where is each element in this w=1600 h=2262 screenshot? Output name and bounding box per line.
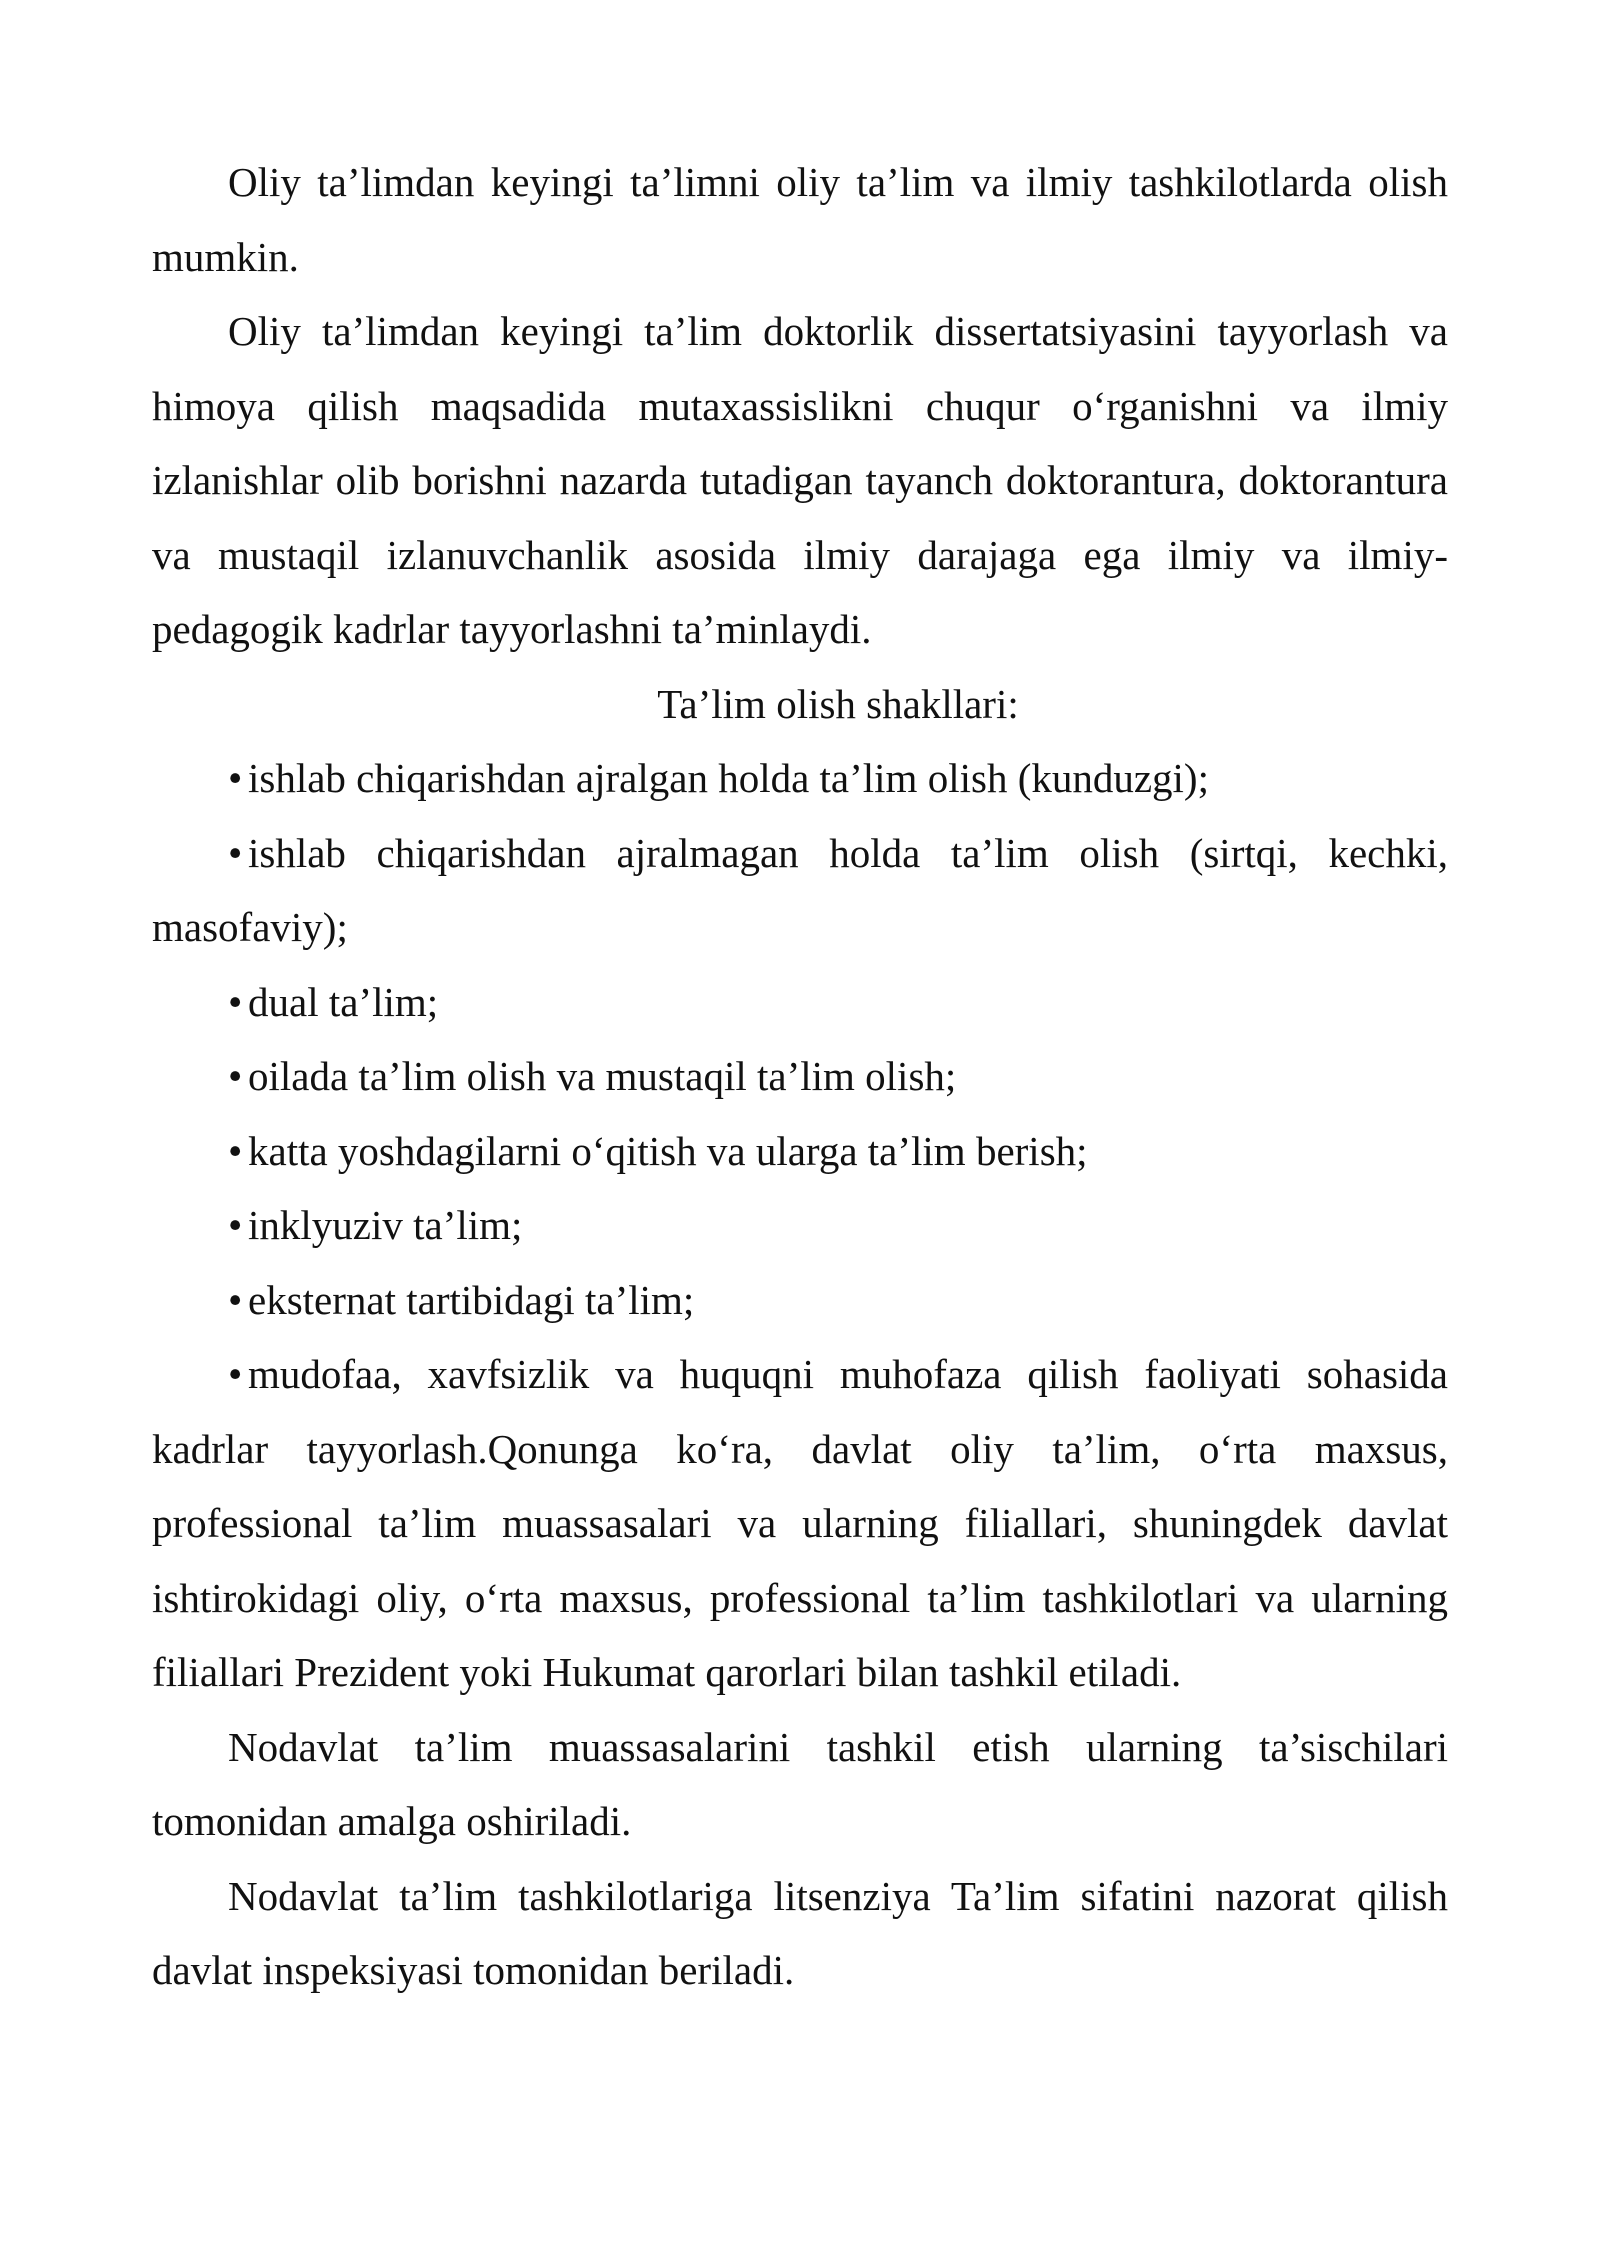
bullet-icon: • xyxy=(228,1202,243,1248)
list-item xyxy=(152,1114,1448,1189)
list-item-text: ishlab chiqarishdan ajralgan holda ta’lim olish (kunduzgi); xyxy=(248,755,1209,801)
paragraph: Oliy ta’limdan keyingi ta’limni oliy ta’lim va ilmiy tashkilotlarda olish mumkin. xyxy=(152,159,1448,280)
paragraph: Nodavlat ta’lim tashkilotlariga litsenziya Ta’lim sifatini nazorat qilish davlat inspeksiyasi tomonidan beriladi. xyxy=(152,1872,1448,1993)
bullet-icon: • xyxy=(228,755,243,801)
bullet-icon: • xyxy=(228,1276,243,1323)
list-item-text: mudofaa, xavfsizlik va huquqni muhofaza qilish faoliyati sohasida kadrlar tayyorlash.Qonunga ko‘ra, davlat oliy ta’lim, o‘rta maxsus, professional ta’lim muassasalari va ularning filiallari, shuningdek davlat ishtirokidagi oliy, o‘rta maxsus, professional ta’lim tashkilotlari va ularning filiallari Prezident yoki Hukumat qarorlari bilan tashkil etiladi. xyxy=(152,1351,1448,1695)
list-item-text: oilada ta’lim olish va mustaqil ta’lim olish; xyxy=(248,1053,957,1099)
list-item xyxy=(152,1263,1448,1338)
bullet-icon: • xyxy=(228,829,243,876)
list-item-text: ishlab chiqarishdan ajralmagan holda ta’lim olish (sirtqi, kechki, masofaviy); xyxy=(152,829,1448,950)
list-item-text: inklyuziv ta’lim; xyxy=(248,1202,523,1248)
bullet-icon: • xyxy=(228,1053,243,1099)
list-item xyxy=(152,965,1448,1040)
bullet-icon: • xyxy=(228,1351,243,1397)
list-item-text: katta yoshdagilarni o‘qitish va ularga ta’lim berish; xyxy=(248,1127,1088,1174)
list-item xyxy=(152,1039,1448,1114)
list-item-text: eksternat tartibidagi ta’lim; xyxy=(248,1276,695,1323)
paragraph: Nodavlat ta’lim muassasalarini tashkil etish ularning ta’sischilari tomonidan amalga oshiriladi. xyxy=(152,1723,1448,1844)
list-item xyxy=(152,1337,1448,1710)
document-body xyxy=(152,145,1448,2008)
bullet-icon: • xyxy=(228,1127,243,1174)
list-item-text: dual ta’lim; xyxy=(248,978,439,1025)
list-item xyxy=(152,1188,1448,1263)
section-heading: Ta’lim olish shakllari: xyxy=(657,680,1019,727)
list-item xyxy=(152,741,1448,816)
list-item xyxy=(152,816,1448,965)
paragraph: Oliy ta’limdan keyingi ta’lim doktorlik dissertatsiyasini tayyorlash va himoya qilish maqsadida mutaxassislikni chuqur o‘rganishni va ilmiy izlanishlar olib borishni nazarda tutadigan tayanch doktorantura, doktorantura va mustaqil izlanuvchanlik asosida ilmiy darajaga ega ilmiy va ilmiy-pedagogik kadrlar tayyorlashni ta’minlaydi. xyxy=(152,308,1448,652)
bullet-icon: • xyxy=(228,978,243,1025)
